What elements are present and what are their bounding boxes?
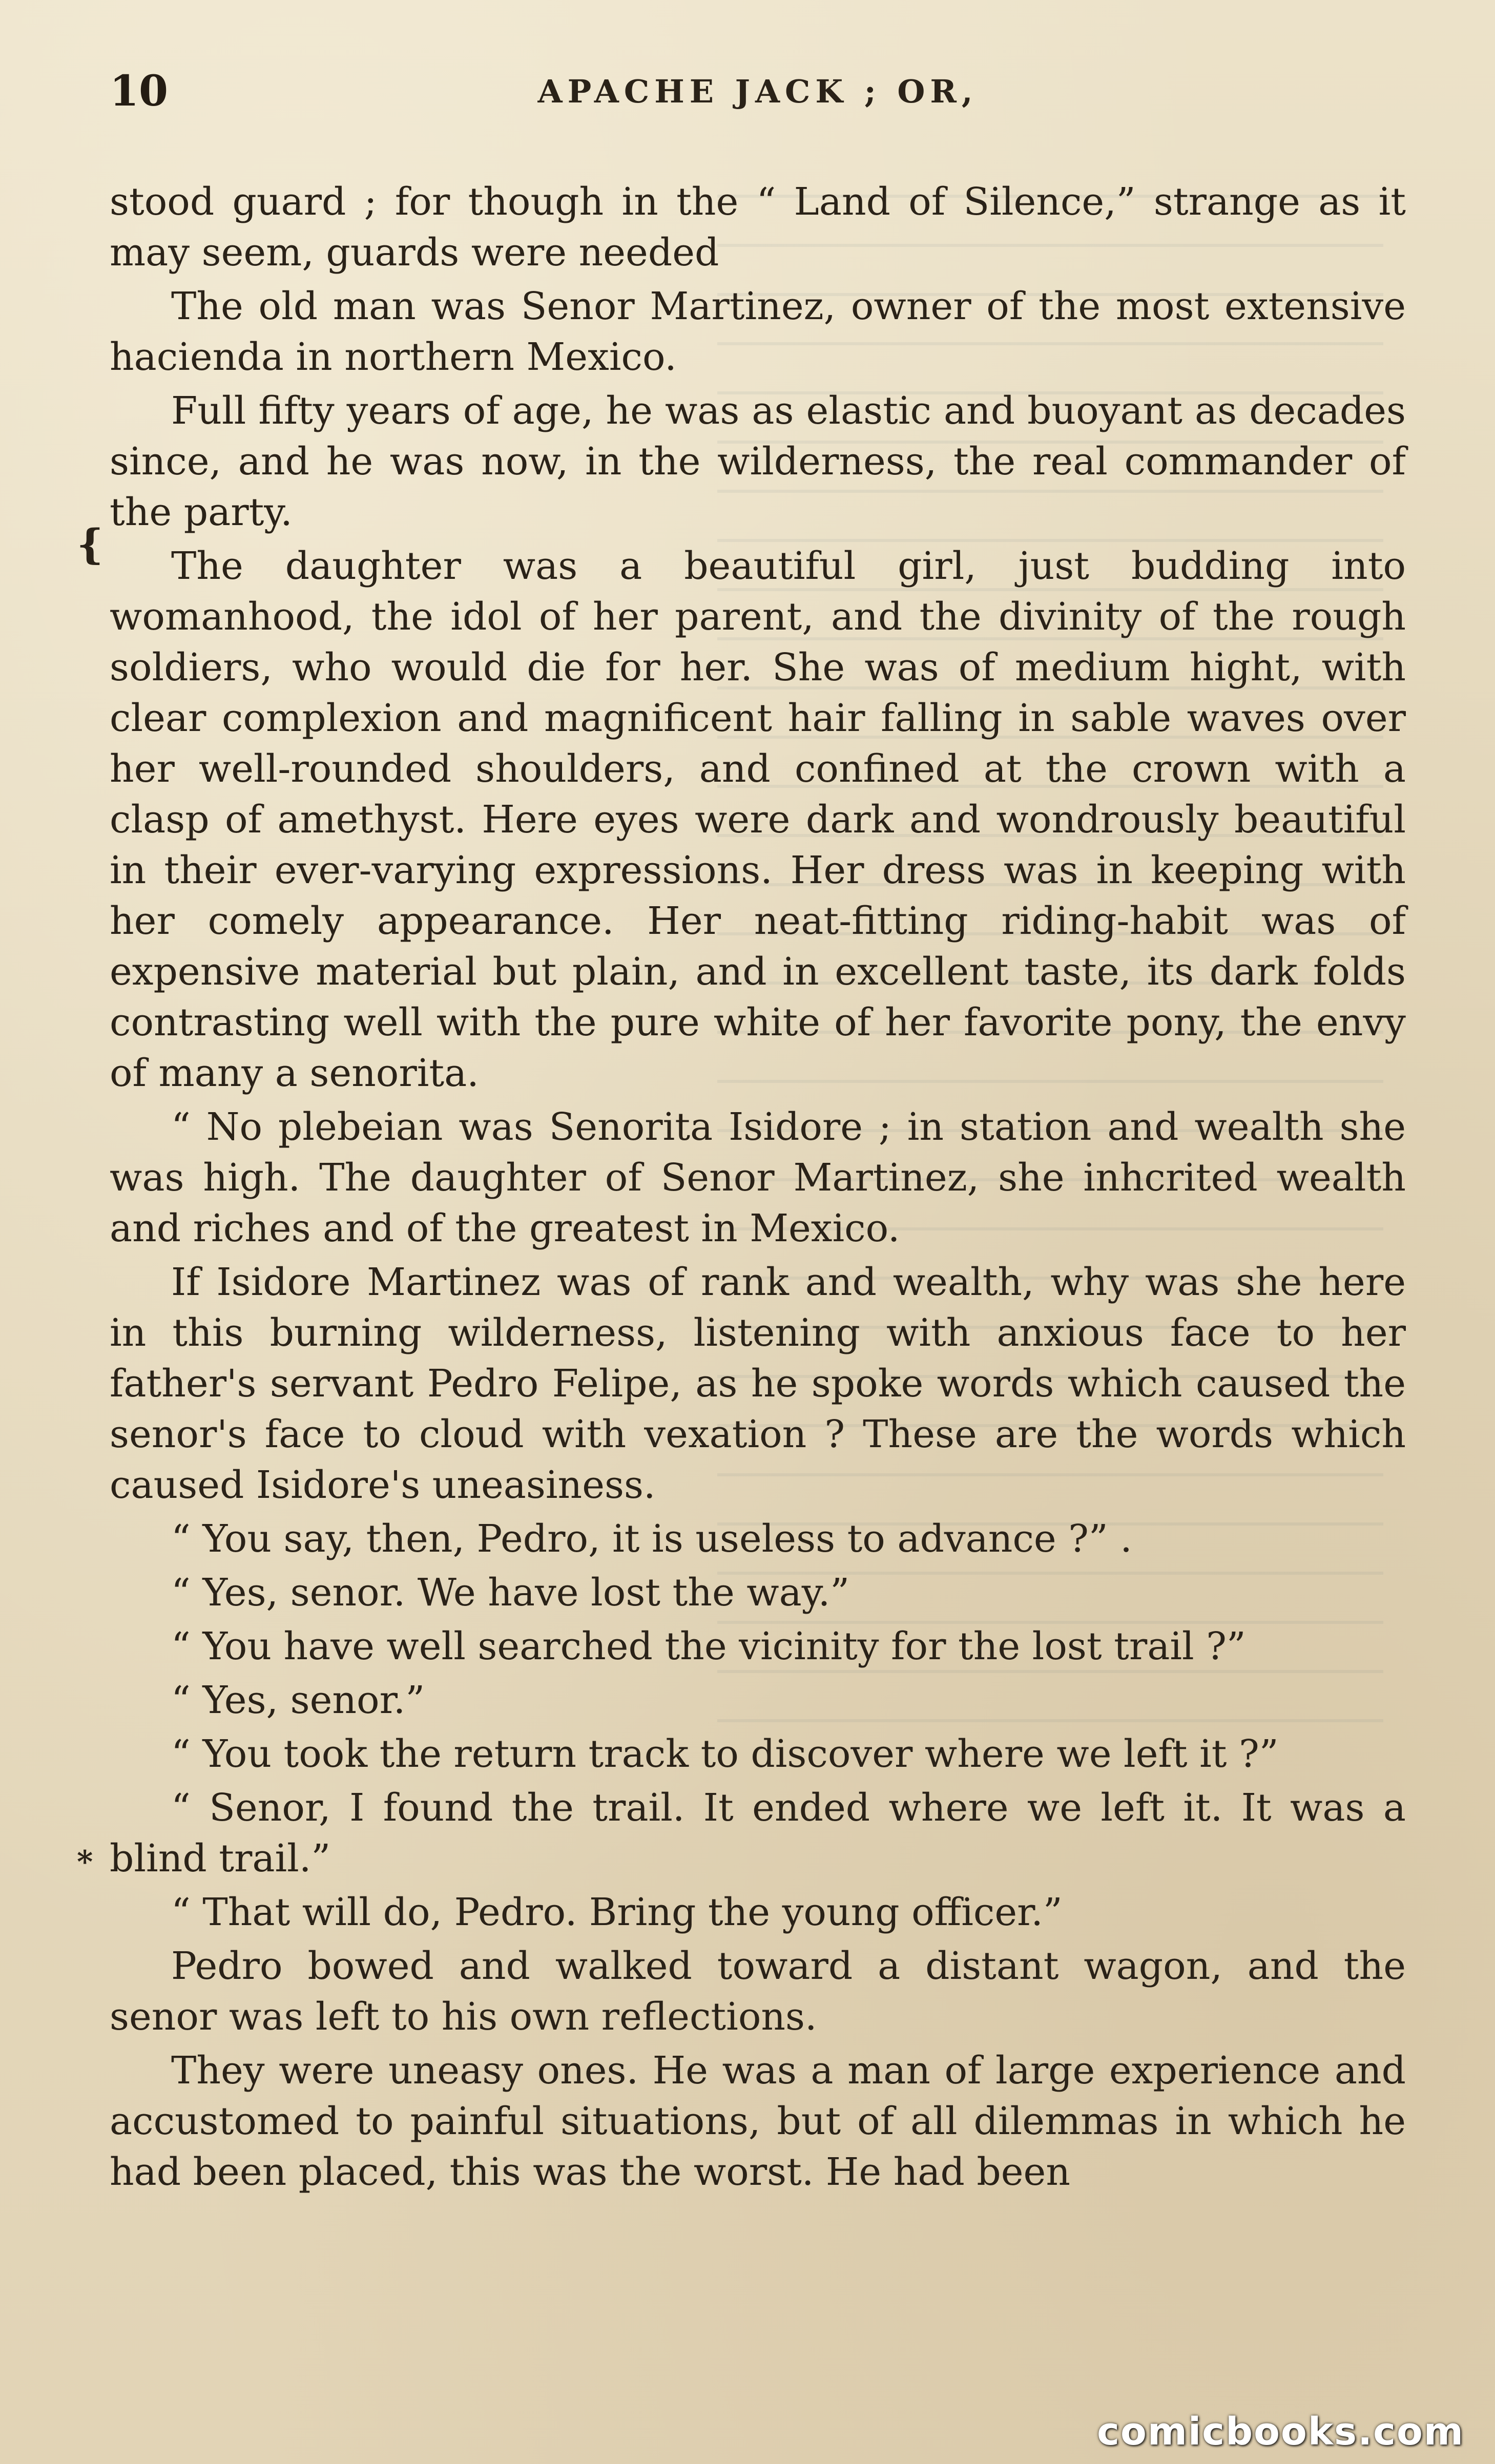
- paragraph: stood guard ; for though in the “ Land of Silence,” strange as it may seem, guards were needed: [110, 180, 1406, 275]
- paragraph: “ No plebeian was Senorita Isidore ; in station and wealth she was high. The daughter of Senor Martinez, she inhcrited wealth and riches and of the greatest in Mexico.: [110, 1105, 1406, 1250]
- paragraph: If Isidore Martinez was of rank and wealth, why was she here in this burning wilderness, listening with anxious face to her father's servant Pedro Felipe, as he spoke words which caused the senor's face to cloud with vexation ? These are the words which caused Isidore's uneasiness.: [110, 1260, 1406, 1507]
- page-number: 10: [110, 67, 169, 116]
- paragraph: The daughter was a beautiful girl, just budding into womanhood, the idol of her parent, and the divinity of the rough soldiers, who would die for her. She was of medium hight, with clear complexion and magnificent hair falling in sable waves over her well-rounded shoulders, and confined at the crown with a clasp of amethyst. Here eyes were dark and wondrously beautiful in their ever-varying expressions. Her dress was in keeping with her comely appearance. Her neat-fitting riding-habit was of expensive material but plain, and in excellent taste, its dark folds contrasting well with the pure white of her favorite pony, the envy of many a senorita.: [110, 544, 1406, 1095]
- paragraph: Full fifty years of age, he was as elastic and buoyant as decades since, and he was now, in the wilderness, the real commander of the party.: [110, 389, 1406, 534]
- dialogue-line: “ Yes, senor. We have lost the way.”: [171, 1571, 850, 1615]
- paragraph: They were uneasy ones. He was a man of large experience and accustomed to painful situations, but of all dilemmas in which he had been placed, this was the worst. He had been: [110, 2049, 1406, 2194]
- running-head: APACHE JACK ; OR,: [537, 73, 978, 110]
- paragraph: The old man was Senor Martinez, owner of the most extensive hacienda in northern Mexico.: [110, 284, 1406, 379]
- dialogue-line: “ You say, then, Pedro, it is useless to advance ?” .: [171, 1517, 1132, 1561]
- dialogue-line: “ That will do, Pedro. Bring the young officer.”: [171, 1890, 1063, 1934]
- margin-star-mark: *: [77, 1844, 93, 1880]
- dialogue-line: “ You took the return track to discover where we left it ?”: [171, 1732, 1279, 1776]
- dialogue-line: “ Senor, I found the trail. It ended where we left it. It was a blind trail.”: [110, 1786, 1406, 1881]
- body-text: [110, 177, 1406, 2201]
- dialogue-line: “ You have well searched the vicinity for the lost trail ?”: [171, 1624, 1246, 1668]
- site-watermark: comicbooks.com: [1097, 2410, 1464, 2454]
- page-header: [110, 67, 1406, 128]
- paragraph: Pedro bowed and walked toward a distant wagon, and the senor was left to his own reflections.: [110, 1944, 1406, 2039]
- dialogue-line: “ Yes, senor.”: [171, 1678, 425, 1722]
- margin-bracket-mark: {: [77, 520, 103, 568]
